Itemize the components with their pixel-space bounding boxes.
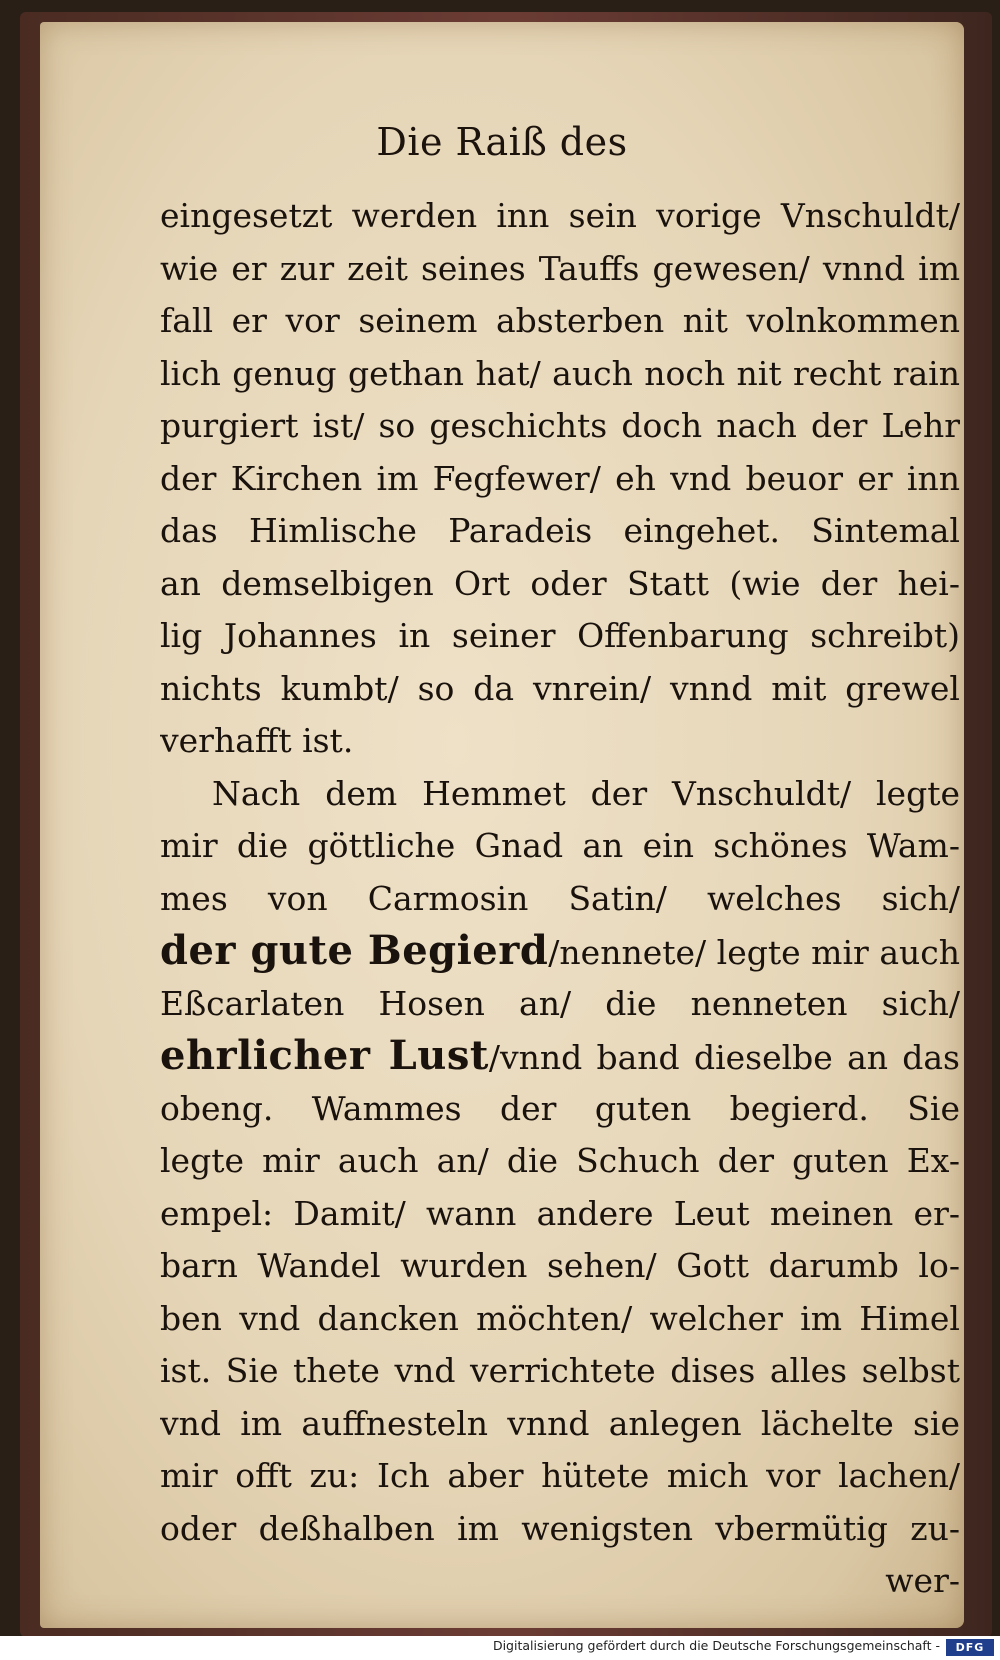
text-run: legte mir auch an/ die Schuch der guten Ex- <box>160 1141 960 1180</box>
text-line <box>160 1240 960 1293</box>
text-line <box>160 873 960 926</box>
text-run: an demselbigen Ort oder Statt (wie der hei- <box>160 563 960 603</box>
text-line <box>160 348 960 401</box>
text-line <box>160 190 960 243</box>
text-run: obeng. Wammes der guten begierd. Sie <box>160 1088 960 1128</box>
text-run: /nennete/ legte mir auch <box>548 933 960 972</box>
page-text-block <box>160 190 960 1608</box>
text-run: vnd im auffnesteln vnnd anlegen lächelte sie <box>160 1403 960 1443</box>
text-run: /vnnd band dieselbe an das <box>488 1038 960 1077</box>
text-line <box>160 1293 960 1346</box>
text-line <box>160 1345 960 1398</box>
text-line <box>160 610 960 663</box>
text-line <box>160 505 960 558</box>
text-line <box>160 1398 960 1451</box>
text-run: ben vnd dancken möchten/ welcher im Himel <box>160 1298 960 1338</box>
footer-bar <box>0 1636 1000 1660</box>
text-run: oder deßhalben im wenigsten vbermütig zu- <box>160 1508 960 1548</box>
text-line <box>160 820 960 873</box>
text-run: purgiert ist/ so geschichts doch nach der Lehr <box>160 406 960 445</box>
dfg-logo: DFG <box>946 1639 994 1656</box>
text-line <box>160 1450 960 1503</box>
text-line <box>160 978 960 1031</box>
text-line <box>160 400 960 453</box>
text-run: der Kirchen im Fegfewer/ eh vnd beuor er inn <box>160 458 960 498</box>
text-line <box>160 715 960 768</box>
text-run: lig Johannes in seiner Offenbarung schreibt) <box>160 616 960 655</box>
text-run: nichts kumbt/ so da vnrein/ vnnd mit grewel <box>160 668 960 708</box>
text-line <box>160 1030 960 1083</box>
text-run: fall er vor seinem absterben nit volnkommen <box>160 301 960 340</box>
text-line <box>160 453 960 506</box>
text-run: mir die göttliche Gnad an ein schönes Wam- <box>160 826 960 865</box>
text-run: barn Wandel wurden sehen/ Gott darumb lo- <box>160 1246 960 1285</box>
text-line <box>160 768 960 821</box>
text-line <box>160 925 960 978</box>
text-line <box>160 1503 960 1556</box>
text-run: verhafft ist. <box>160 721 354 760</box>
text-run: empel: Damit/ wann andere Leut meinen er- <box>160 1193 960 1233</box>
text-line <box>160 1083 960 1136</box>
text-run: mir offt zu: Ich aber hütete mich vor lachen/ <box>160 1456 960 1495</box>
emphasized-phrase: ehrlicher Lust <box>160 1032 489 1079</box>
text-line <box>160 663 960 716</box>
text-run: lich genug gethan hat/ auch noch nit recht rain <box>160 353 960 393</box>
text-run: wer- <box>885 1561 960 1600</box>
running-head: Die Raiß des <box>376 120 628 164</box>
text-run: Eßcarlaten Hosen an/ die nenneten sich/ <box>160 983 960 1023</box>
text-line <box>160 243 960 296</box>
book-page <box>40 22 964 1628</box>
text-line <box>160 558 960 611</box>
footer-credit: Digitalisierung gefördert durch die Deutsche Forschungsgemeinschaft - <box>492 1638 940 1653</box>
text-line <box>160 1188 960 1241</box>
emphasized-phrase: der gute Begierd <box>160 927 549 974</box>
text-run: wie er zur zeit seines Tauffs gewesen/ vnnd im <box>160 248 960 288</box>
text-run: eingesetzt werden inn sein vorige Vnschuldt/ <box>160 196 960 235</box>
text-line <box>160 1135 960 1188</box>
text-run: ist. Sie thete vnd verrichtete dises alles selbst <box>160 1351 960 1390</box>
text-run: das Himlische Paradeis eingehet. Sintemal <box>160 511 960 550</box>
text-run: mes von Carmosin Satin/ welches sich/ <box>160 878 960 918</box>
text-line <box>160 1555 960 1608</box>
text-run: Nach dem Hemmet der Vnschuldt/ legte <box>212 773 960 813</box>
text-line <box>160 295 960 348</box>
